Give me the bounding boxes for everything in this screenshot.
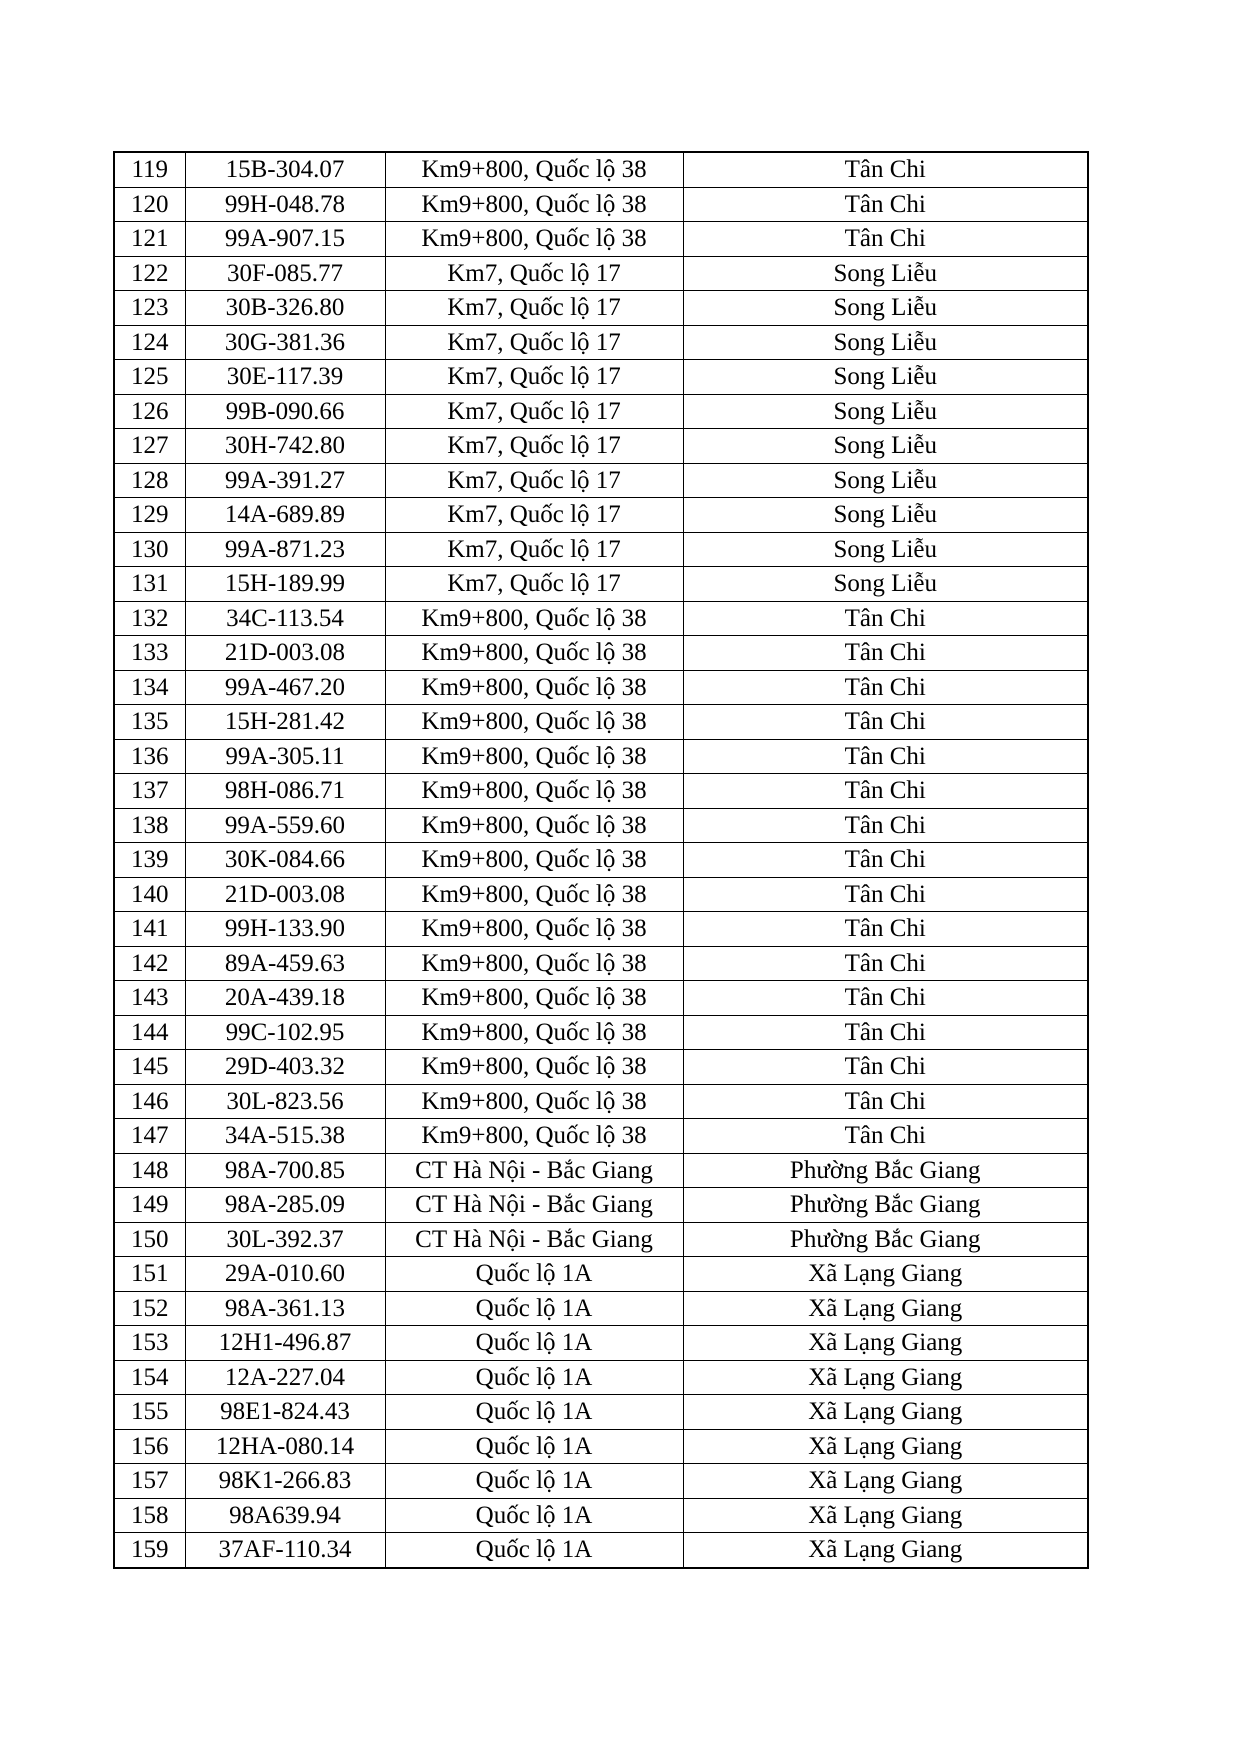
location-cell: Km9+800, Quốc lộ 38 bbox=[385, 187, 683, 222]
location-cell: Km9+800, Quốc lộ 38 bbox=[385, 912, 683, 947]
table-row bbox=[114, 670, 1088, 705]
locality-cell: Xã Lạng Giang bbox=[683, 1326, 1088, 1361]
table-row bbox=[114, 1395, 1088, 1430]
license-plate-cell: 99A-305.11 bbox=[185, 739, 385, 774]
license-plate-cell: 99A-391.27 bbox=[185, 463, 385, 498]
table-row bbox=[114, 739, 1088, 774]
row-number-cell: 137 bbox=[114, 774, 185, 809]
locality-cell: Phường Bắc Giang bbox=[683, 1222, 1088, 1257]
table-row bbox=[114, 463, 1088, 498]
location-cell: Km7, Quốc lộ 17 bbox=[385, 291, 683, 326]
violation-table bbox=[113, 151, 1089, 1569]
locality-cell: Tân Chi bbox=[683, 601, 1088, 636]
table-row bbox=[114, 498, 1088, 533]
location-cell: Km9+800, Quốc lộ 38 bbox=[385, 774, 683, 809]
row-number-cell: 136 bbox=[114, 739, 185, 774]
table-row bbox=[114, 843, 1088, 878]
license-plate-cell: 98H-086.71 bbox=[185, 774, 385, 809]
license-plate-cell: 34C-113.54 bbox=[185, 601, 385, 636]
locality-cell: Song Liễu bbox=[683, 360, 1088, 395]
license-plate-cell: 30H-742.80 bbox=[185, 429, 385, 464]
locality-cell: Song Liễu bbox=[683, 429, 1088, 464]
table-row bbox=[114, 1360, 1088, 1395]
row-number-cell: 130 bbox=[114, 532, 185, 567]
table-row bbox=[114, 1084, 1088, 1119]
locality-cell: Xã Lạng Giang bbox=[683, 1291, 1088, 1326]
locality-cell: Tân Chi bbox=[683, 774, 1088, 809]
row-number-cell: 147 bbox=[114, 1119, 185, 1154]
locality-cell: Tân Chi bbox=[683, 981, 1088, 1016]
locality-cell: Tân Chi bbox=[683, 152, 1088, 187]
row-number-cell: 144 bbox=[114, 1015, 185, 1050]
license-plate-cell: 29D-403.32 bbox=[185, 1050, 385, 1085]
row-number-cell: 148 bbox=[114, 1153, 185, 1188]
row-number-cell: 149 bbox=[114, 1188, 185, 1223]
row-number-cell: 126 bbox=[114, 394, 185, 429]
license-plate-cell: 15B-304.07 bbox=[185, 152, 385, 187]
row-number-cell: 128 bbox=[114, 463, 185, 498]
table-row bbox=[114, 532, 1088, 567]
table-row bbox=[114, 808, 1088, 843]
location-cell: Km7, Quốc lộ 17 bbox=[385, 532, 683, 567]
table-row bbox=[114, 1119, 1088, 1154]
table-row bbox=[114, 187, 1088, 222]
location-cell: Km9+800, Quốc lộ 38 bbox=[385, 601, 683, 636]
location-cell: Km9+800, Quốc lộ 38 bbox=[385, 670, 683, 705]
license-plate-cell: 89A-459.63 bbox=[185, 946, 385, 981]
license-plate-cell: 34A-515.38 bbox=[185, 1119, 385, 1154]
row-number-cell: 146 bbox=[114, 1084, 185, 1119]
row-number-cell: 135 bbox=[114, 705, 185, 740]
table-row bbox=[114, 256, 1088, 291]
location-cell: Quốc lộ 1A bbox=[385, 1360, 683, 1395]
row-number-cell: 132 bbox=[114, 601, 185, 636]
table-row bbox=[114, 912, 1088, 947]
locality-cell: Tân Chi bbox=[683, 187, 1088, 222]
row-number-cell: 151 bbox=[114, 1257, 185, 1292]
location-cell: Km9+800, Quốc lộ 38 bbox=[385, 877, 683, 912]
row-number-cell: 125 bbox=[114, 360, 185, 395]
location-cell: Km9+800, Quốc lộ 38 bbox=[385, 981, 683, 1016]
license-plate-cell: 99A-467.20 bbox=[185, 670, 385, 705]
table-row bbox=[114, 325, 1088, 360]
locality-cell: Tân Chi bbox=[683, 1015, 1088, 1050]
license-plate-cell: 98A639.94 bbox=[185, 1498, 385, 1533]
table-row bbox=[114, 1291, 1088, 1326]
row-number-cell: 138 bbox=[114, 808, 185, 843]
locality-cell: Xã Lạng Giang bbox=[683, 1498, 1088, 1533]
location-cell: Quốc lộ 1A bbox=[385, 1257, 683, 1292]
row-number-cell: 124 bbox=[114, 325, 185, 360]
license-plate-cell: 30E-117.39 bbox=[185, 360, 385, 395]
location-cell: Km7, Quốc lộ 17 bbox=[385, 567, 683, 602]
row-number-cell: 143 bbox=[114, 981, 185, 1016]
license-plate-cell: 99A-559.60 bbox=[185, 808, 385, 843]
location-cell: Km7, Quốc lộ 17 bbox=[385, 394, 683, 429]
locality-cell: Song Liễu bbox=[683, 256, 1088, 291]
row-number-cell: 140 bbox=[114, 877, 185, 912]
location-cell: Km7, Quốc lộ 17 bbox=[385, 498, 683, 533]
location-cell: Km9+800, Quốc lộ 38 bbox=[385, 1050, 683, 1085]
location-cell: Km9+800, Quốc lộ 38 bbox=[385, 843, 683, 878]
license-plate-cell: 98A-285.09 bbox=[185, 1188, 385, 1223]
locality-cell: Tân Chi bbox=[683, 843, 1088, 878]
location-cell: Km9+800, Quốc lộ 38 bbox=[385, 705, 683, 740]
license-plate-cell: 99A-907.15 bbox=[185, 222, 385, 257]
license-plate-cell: 30K-084.66 bbox=[185, 843, 385, 878]
table-row bbox=[114, 291, 1088, 326]
row-number-cell: 127 bbox=[114, 429, 185, 464]
table-row bbox=[114, 360, 1088, 395]
license-plate-cell: 15H-189.99 bbox=[185, 567, 385, 602]
row-number-cell: 157 bbox=[114, 1464, 185, 1499]
location-cell: Km9+800, Quốc lộ 38 bbox=[385, 636, 683, 671]
locality-cell: Tân Chi bbox=[683, 808, 1088, 843]
table-row bbox=[114, 1257, 1088, 1292]
locality-cell: Song Liễu bbox=[683, 394, 1088, 429]
location-cell: Km9+800, Quốc lộ 38 bbox=[385, 152, 683, 187]
table-row bbox=[114, 636, 1088, 671]
table-row bbox=[114, 1326, 1088, 1361]
row-number-cell: 152 bbox=[114, 1291, 185, 1326]
row-number-cell: 123 bbox=[114, 291, 185, 326]
locality-cell: Phường Bắc Giang bbox=[683, 1188, 1088, 1223]
table-row bbox=[114, 981, 1088, 1016]
table-row bbox=[114, 1533, 1088, 1568]
license-plate-cell: 14A-689.89 bbox=[185, 498, 385, 533]
row-number-cell: 142 bbox=[114, 946, 185, 981]
table-row bbox=[114, 1188, 1088, 1223]
row-number-cell: 122 bbox=[114, 256, 185, 291]
table-row bbox=[114, 946, 1088, 981]
locality-cell: Tân Chi bbox=[683, 877, 1088, 912]
locality-cell: Xã Lạng Giang bbox=[683, 1257, 1088, 1292]
table-row bbox=[114, 1222, 1088, 1257]
table-row bbox=[114, 1464, 1088, 1499]
locality-cell: Song Liễu bbox=[683, 325, 1088, 360]
table-row bbox=[114, 1015, 1088, 1050]
location-cell: Km9+800, Quốc lộ 38 bbox=[385, 1084, 683, 1119]
locality-cell: Tân Chi bbox=[683, 946, 1088, 981]
license-plate-cell: 30F-085.77 bbox=[185, 256, 385, 291]
license-plate-cell: 30L-392.37 bbox=[185, 1222, 385, 1257]
license-plate-cell: 98A-700.85 bbox=[185, 1153, 385, 1188]
license-plate-cell: 98E1-824.43 bbox=[185, 1395, 385, 1430]
location-cell: Quốc lộ 1A bbox=[385, 1498, 683, 1533]
location-cell: CT Hà Nội - Bắc Giang bbox=[385, 1188, 683, 1223]
row-number-cell: 159 bbox=[114, 1533, 185, 1568]
location-cell: Km7, Quốc lộ 17 bbox=[385, 256, 683, 291]
location-cell: Km7, Quốc lộ 17 bbox=[385, 429, 683, 464]
table-row bbox=[114, 152, 1088, 187]
row-number-cell: 139 bbox=[114, 843, 185, 878]
locality-cell: Tân Chi bbox=[683, 739, 1088, 774]
locality-cell: Xã Lạng Giang bbox=[683, 1360, 1088, 1395]
table-row bbox=[114, 222, 1088, 257]
location-cell: Km9+800, Quốc lộ 38 bbox=[385, 1015, 683, 1050]
location-cell: Km9+800, Quốc lộ 38 bbox=[385, 739, 683, 774]
locality-cell: Xã Lạng Giang bbox=[683, 1429, 1088, 1464]
location-cell: Km9+800, Quốc lộ 38 bbox=[385, 946, 683, 981]
license-plate-cell: 21D-003.08 bbox=[185, 636, 385, 671]
row-number-cell: 155 bbox=[114, 1395, 185, 1430]
locality-cell: Phường Bắc Giang bbox=[683, 1153, 1088, 1188]
table-row bbox=[114, 877, 1088, 912]
table-row bbox=[114, 429, 1088, 464]
license-plate-cell: 98A-361.13 bbox=[185, 1291, 385, 1326]
locality-cell: Tân Chi bbox=[683, 222, 1088, 257]
table-row bbox=[114, 567, 1088, 602]
locality-cell: Tân Chi bbox=[683, 1119, 1088, 1154]
location-cell: Km9+800, Quốc lộ 38 bbox=[385, 808, 683, 843]
location-cell: Quốc lộ 1A bbox=[385, 1291, 683, 1326]
row-number-cell: 131 bbox=[114, 567, 185, 602]
locality-cell: Song Liễu bbox=[683, 463, 1088, 498]
locality-cell: Tân Chi bbox=[683, 670, 1088, 705]
license-plate-cell: 21D-003.08 bbox=[185, 877, 385, 912]
table-row bbox=[114, 1050, 1088, 1085]
license-plate-cell: 99H-048.78 bbox=[185, 187, 385, 222]
location-cell: Km9+800, Quốc lộ 38 bbox=[385, 222, 683, 257]
locality-cell: Xã Lạng Giang bbox=[683, 1395, 1088, 1430]
license-plate-cell: 99H-133.90 bbox=[185, 912, 385, 947]
row-number-cell: 156 bbox=[114, 1429, 185, 1464]
license-plate-cell: 98K1-266.83 bbox=[185, 1464, 385, 1499]
license-plate-cell: 99A-871.23 bbox=[185, 532, 385, 567]
table-row bbox=[114, 774, 1088, 809]
row-number-cell: 134 bbox=[114, 670, 185, 705]
row-number-cell: 119 bbox=[114, 152, 185, 187]
license-plate-cell: 30B-326.80 bbox=[185, 291, 385, 326]
license-plate-cell: 12H1-496.87 bbox=[185, 1326, 385, 1361]
license-plate-cell: 29A-010.60 bbox=[185, 1257, 385, 1292]
row-number-cell: 153 bbox=[114, 1326, 185, 1361]
location-cell: Quốc lộ 1A bbox=[385, 1464, 683, 1499]
license-plate-cell: 99C-102.95 bbox=[185, 1015, 385, 1050]
row-number-cell: 145 bbox=[114, 1050, 185, 1085]
row-number-cell: 129 bbox=[114, 498, 185, 533]
locality-cell: Xã Lạng Giang bbox=[683, 1464, 1088, 1499]
row-number-cell: 141 bbox=[114, 912, 185, 947]
license-plate-cell: 12HA-080.14 bbox=[185, 1429, 385, 1464]
locality-cell: Song Liễu bbox=[683, 532, 1088, 567]
table-row bbox=[114, 394, 1088, 429]
locality-cell: Song Liễu bbox=[683, 498, 1088, 533]
license-plate-cell: 99B-090.66 bbox=[185, 394, 385, 429]
location-cell: Quốc lộ 1A bbox=[385, 1429, 683, 1464]
table-row bbox=[114, 705, 1088, 740]
location-cell: Km7, Quốc lộ 17 bbox=[385, 325, 683, 360]
location-cell: CT Hà Nội - Bắc Giang bbox=[385, 1153, 683, 1188]
row-number-cell: 121 bbox=[114, 222, 185, 257]
table-body bbox=[114, 152, 1088, 1568]
location-cell: Km9+800, Quốc lộ 38 bbox=[385, 1119, 683, 1154]
row-number-cell: 150 bbox=[114, 1222, 185, 1257]
license-plate-cell: 20A-439.18 bbox=[185, 981, 385, 1016]
location-cell: Km7, Quốc lộ 17 bbox=[385, 463, 683, 498]
locality-cell: Tân Chi bbox=[683, 1050, 1088, 1085]
location-cell: CT Hà Nội - Bắc Giang bbox=[385, 1222, 683, 1257]
row-number-cell: 133 bbox=[114, 636, 185, 671]
locality-cell: Tân Chi bbox=[683, 636, 1088, 671]
license-plate-cell: 15H-281.42 bbox=[185, 705, 385, 740]
license-plate-cell: 12A-227.04 bbox=[185, 1360, 385, 1395]
location-cell: Km7, Quốc lộ 17 bbox=[385, 360, 683, 395]
location-cell: Quốc lộ 1A bbox=[385, 1395, 683, 1430]
table-row bbox=[114, 1153, 1088, 1188]
locality-cell: Song Liễu bbox=[683, 291, 1088, 326]
locality-cell: Song Liễu bbox=[683, 567, 1088, 602]
locality-cell: Tân Chi bbox=[683, 705, 1088, 740]
locality-cell: Tân Chi bbox=[683, 1084, 1088, 1119]
license-plate-cell: 37AF-110.34 bbox=[185, 1533, 385, 1568]
table-row bbox=[114, 601, 1088, 636]
locality-cell: Tân Chi bbox=[683, 912, 1088, 947]
row-number-cell: 158 bbox=[114, 1498, 185, 1533]
table-row bbox=[114, 1498, 1088, 1533]
license-plate-cell: 30L-823.56 bbox=[185, 1084, 385, 1119]
locality-cell: Xã Lạng Giang bbox=[683, 1533, 1088, 1568]
table-row bbox=[114, 1429, 1088, 1464]
location-cell: Quốc lộ 1A bbox=[385, 1326, 683, 1361]
license-plate-cell: 30G-381.36 bbox=[185, 325, 385, 360]
row-number-cell: 120 bbox=[114, 187, 185, 222]
row-number-cell: 154 bbox=[114, 1360, 185, 1395]
location-cell: Quốc lộ 1A bbox=[385, 1533, 683, 1568]
